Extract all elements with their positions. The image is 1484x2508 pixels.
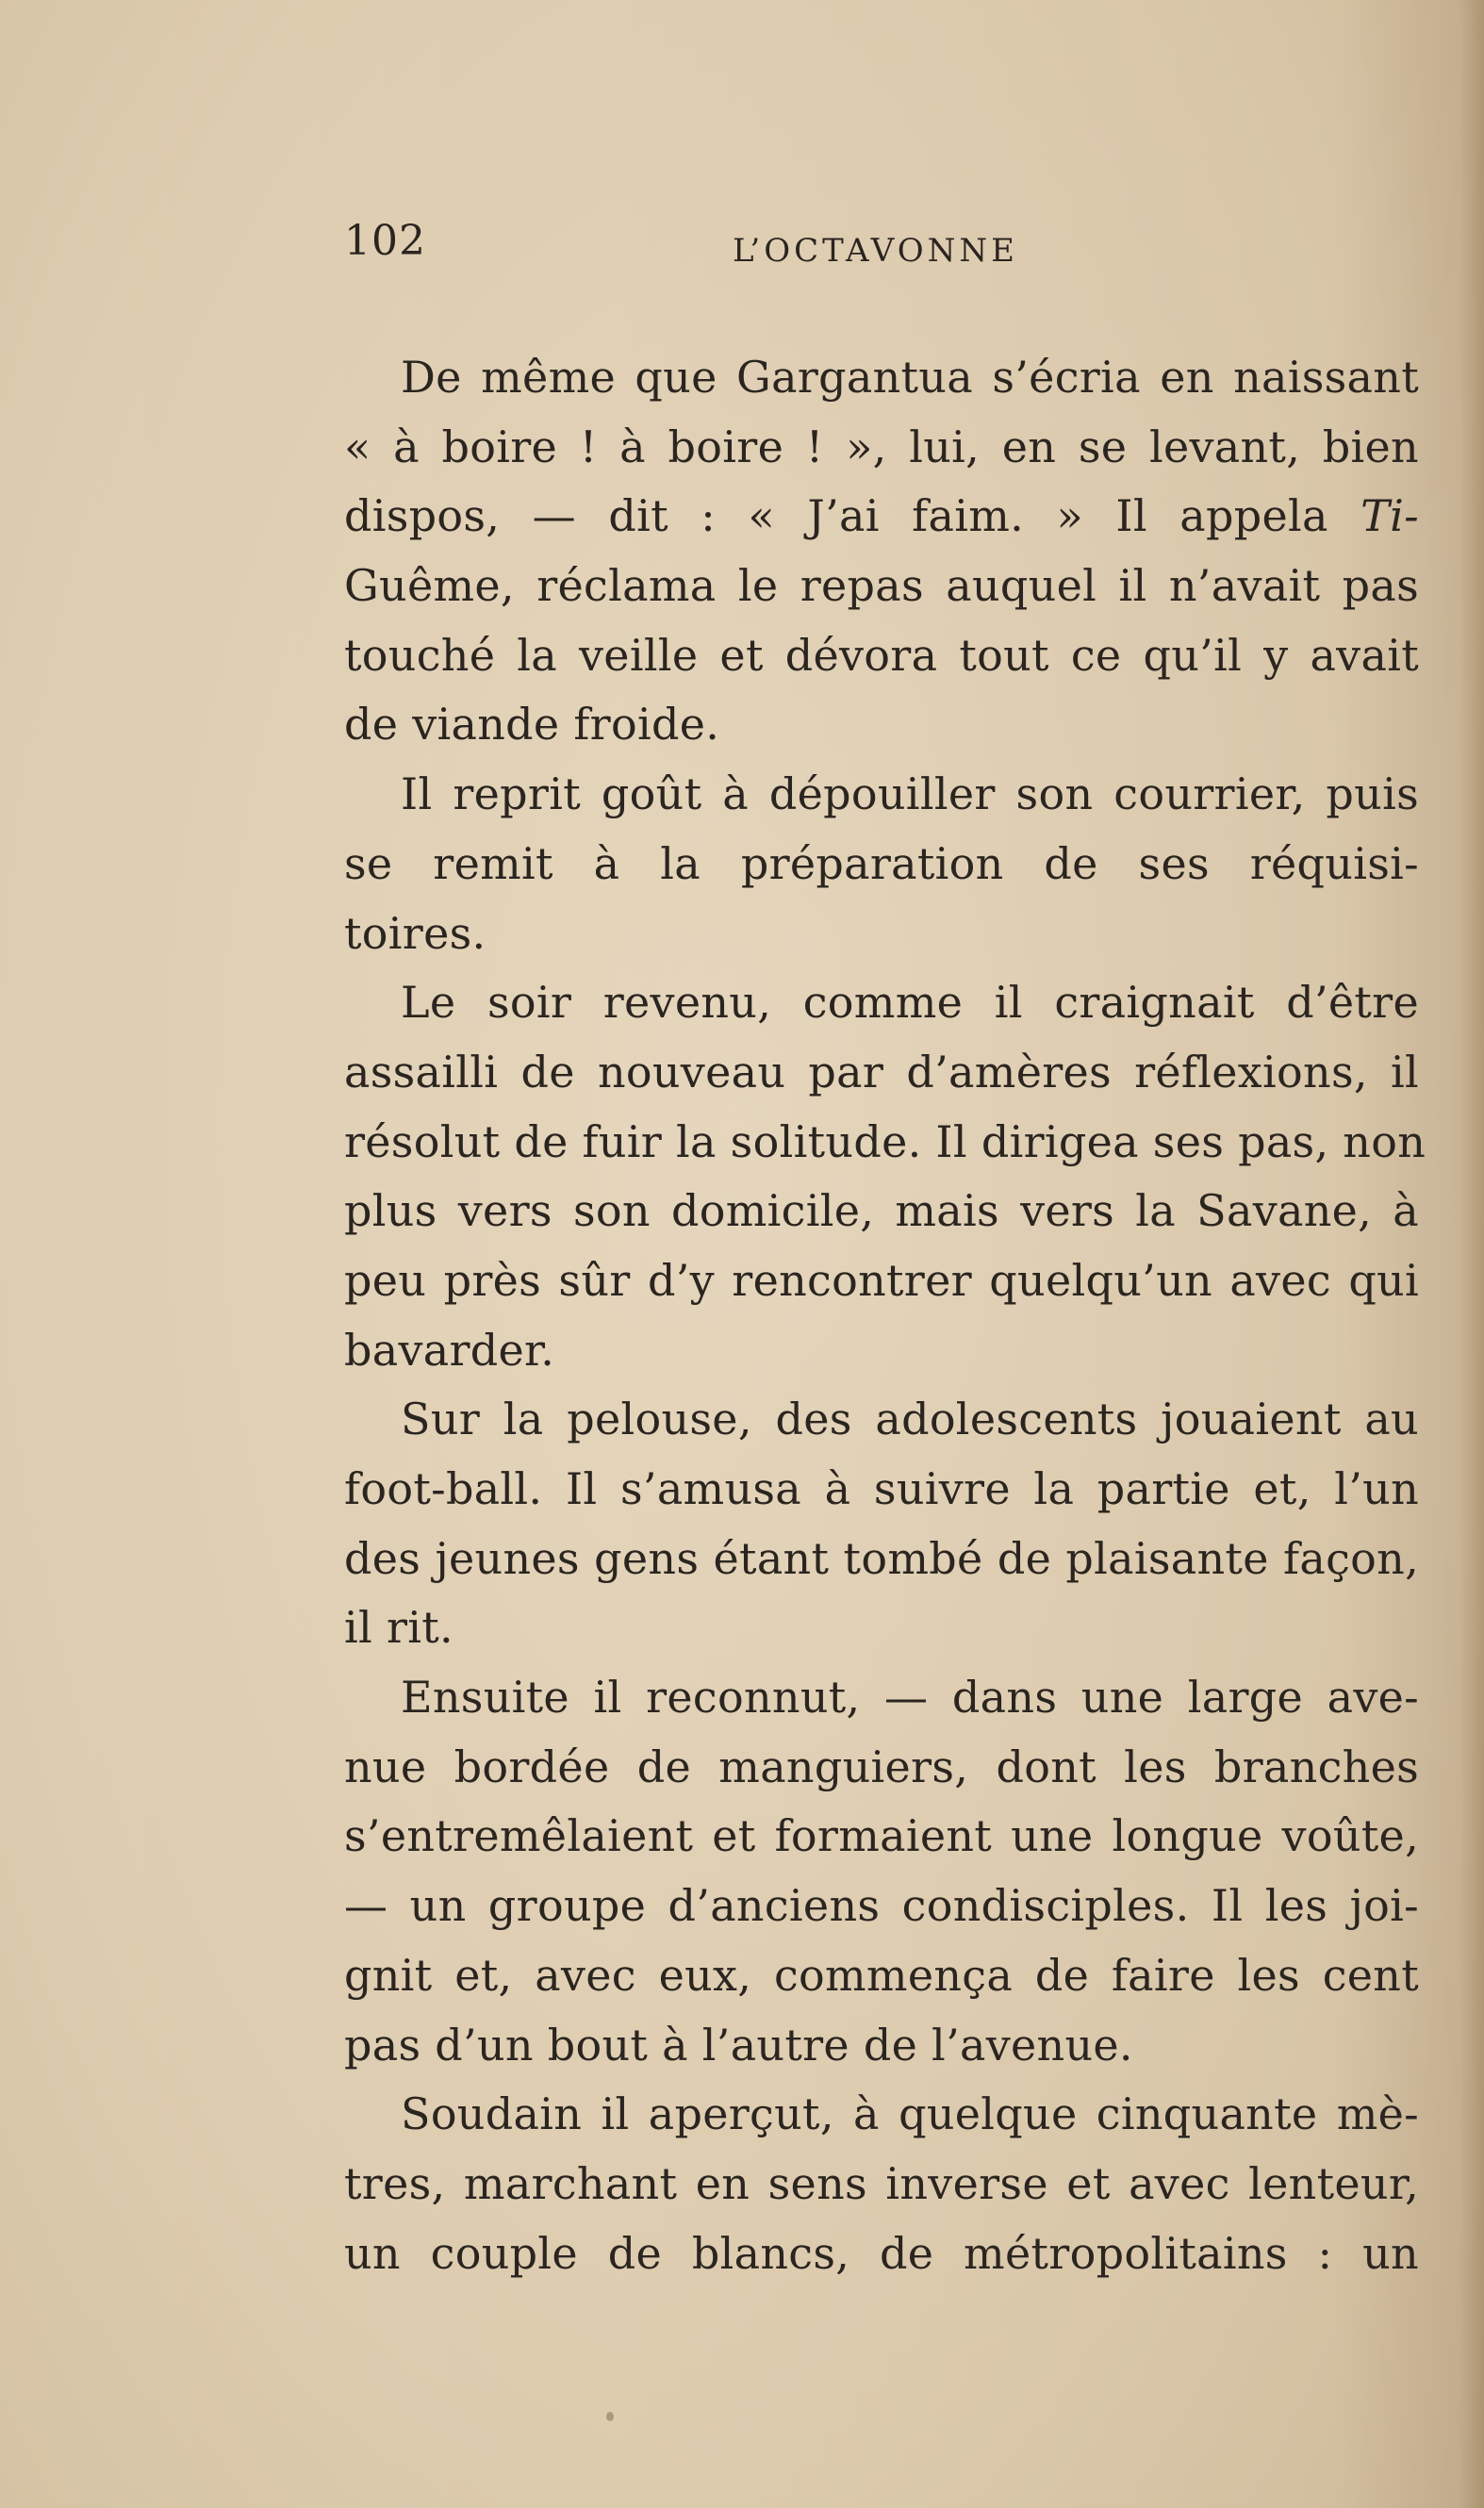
text-line: tres, marchant en sens inverse et avec lenteur, <box>344 2157 1419 2209</box>
text-line: toires. <box>344 907 486 959</box>
text-line: Ensuite il reconnut, — dans une large ave- <box>401 1672 1419 1724</box>
text-line: Soudain il aperçut, à quelque cinquante mè- <box>401 2088 1419 2140</box>
running-head: L’OCTAVONNE <box>733 232 1018 270</box>
text-line: foot-ball. Il s’amusa à suivre la partie et, l’un <box>344 1463 1419 1514</box>
text-line: De même que Gargantua s’écria en naissant <box>401 352 1419 403</box>
body-text <box>344 343 1426 2288</box>
text-line: Sur la pelouse, des adolescents jouaient au <box>401 1394 1419 1445</box>
italic-name-fragment: Ti- <box>1360 490 1419 542</box>
text-line: peu près sûr d’y rencontrer quelqu’un avec qui <box>344 1254 1419 1306</box>
text-line: pas d’un bout à l’autre de l’avenue. <box>344 2019 1133 2071</box>
text-line: Il reprit goût à dépouiller son courrier, puis <box>401 768 1419 820</box>
book-spine-shadow <box>1459 0 1484 2508</box>
text-line: touché la veille et dévora tout ce qu’il y avait <box>344 629 1419 681</box>
text-line: il rit. <box>344 1602 453 1654</box>
text-line: des jeunes gens étant tombé de plaisante façon, <box>344 1532 1419 1584</box>
text-line: gnit et, avec eux, commença de faire les cent <box>344 1949 1419 2001</box>
page-header <box>344 209 1419 294</box>
text-line: « à boire ! à boire ! », lui, en se levant, bien <box>344 421 1419 472</box>
text-line: bavarder. <box>344 1324 555 1376</box>
text-line-segment: dispos, — dit : « J’ai faim. » Il appela <box>344 490 1328 542</box>
text-line: s’entremêlaient et formaient une longue voûte, <box>344 1810 1419 1862</box>
text-line: Guême, réclama le repas auquel il n’avait pas <box>344 560 1419 612</box>
text-line: se remit à la préparation de ses réquisi- <box>344 837 1419 889</box>
text-line: Le soir revenu, comme il craignait d’être <box>401 977 1419 1029</box>
page-number: 102 <box>344 217 426 265</box>
text-line: de viande froide. <box>344 699 720 751</box>
book-page <box>344 209 1426 2288</box>
text-line-with-italic <box>344 482 1419 552</box>
text-line: résolut de fuir la solitude. Il dirigea ses pas, non <box>344 1115 1426 1167</box>
paper-speck <box>606 2412 614 2421</box>
text-line: — un groupe d’anciens condisciples. Il les joi- <box>344 1880 1419 1932</box>
text-line: nue bordée de manguiers, dont les branches <box>344 1741 1419 1792</box>
text-line: plus vers son domicile, mais vers la Savane, à <box>344 1185 1419 1237</box>
text-line: assailli de nouveau par d’amères réflexions, il <box>344 1046 1419 1097</box>
text-line: un couple de blancs, de métropolitains : un <box>344 2227 1419 2279</box>
